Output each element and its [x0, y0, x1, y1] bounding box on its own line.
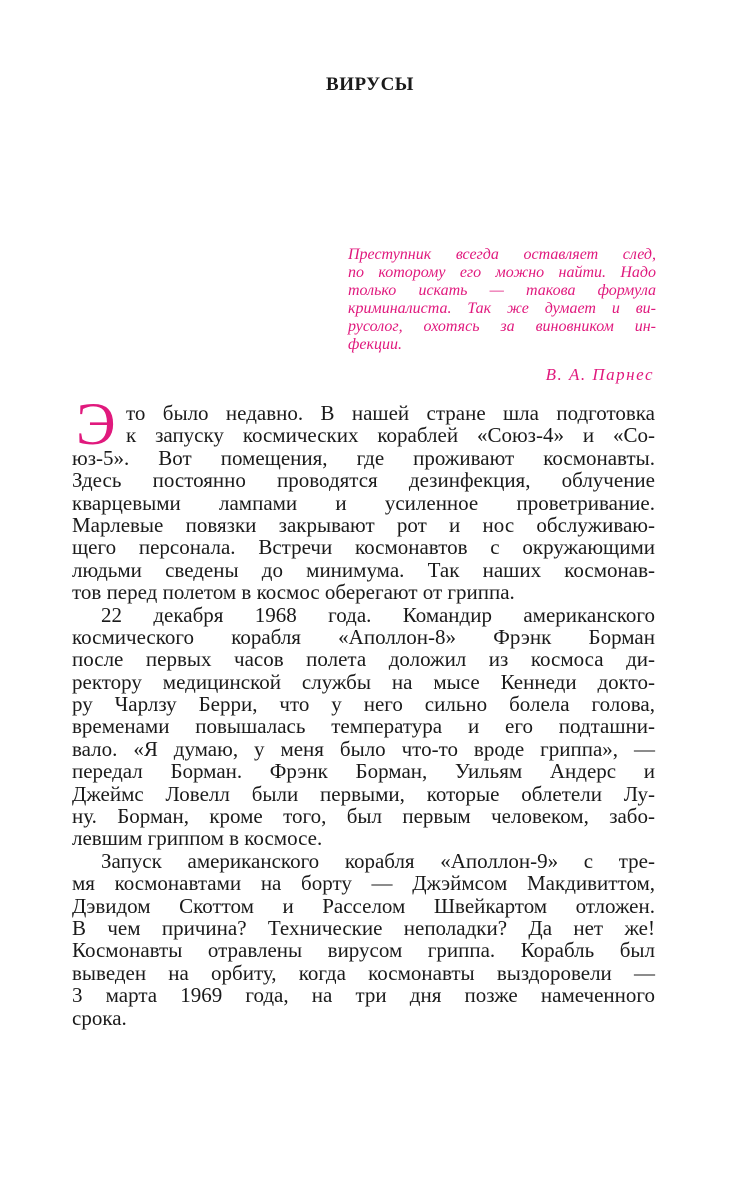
body-line: людьми сведены до минимума. Так наших космонав- [72, 557, 655, 582]
epigraph-line: по которому его можно найти. Надо [348, 264, 656, 281]
body-line: Космонавты отравлены вирусом гриппа. Корабль был [72, 938, 655, 963]
drop-cap: Э [76, 391, 116, 457]
body-line: передал Борман. Фрэнк Борман, Уильям Андерс и [72, 759, 655, 784]
body-line: временами повышалась температура и его подташни- [72, 714, 655, 739]
epigraph-line: русолог, охотясь за виновником ин- [348, 318, 656, 335]
body-line: 22 декабря 1968 года. Командир американского [101, 602, 655, 627]
body-line: кварцевыми лампами и усиленное проветривание. [72, 490, 655, 515]
body-line: юз-5». Вот помещения, где проживают космонавты. [72, 445, 655, 470]
article-body [72, 402, 655, 1029]
body-line: В чем причина? Технические неполадки? Да нет же! [72, 915, 655, 940]
body-line: космического корабля «Аполлон-8» Фрэнк Борман [72, 624, 655, 649]
body-line: Дэвидом Скоттом и Расселом Швейкартом отложен. [72, 893, 655, 918]
body-line: тов перед полетом в космос оберегают от гриппа. [72, 580, 515, 605]
epigraph-line: только искать — такова формула [348, 282, 656, 299]
body-line: левшим гриппом в космосе. [72, 826, 323, 851]
body-line: Здесь постоянно проводятся дезинфекция, облучение [72, 468, 655, 493]
body-line: ректору медицинской службы на мысе Кеннеди докто- [72, 669, 655, 694]
body-line: щего персонала. Встречи космонавтов с окружающими [72, 535, 655, 560]
body-line: мя космонавтами на борту — Джэймсом Макдивиттом, [72, 871, 655, 896]
body-line: вало. «Я думаю, у меня было что-то вроде гриппа», — [72, 736, 655, 761]
body-line: Запуск американского корабля «Аполлон-9» с тре- [101, 848, 655, 873]
epigraph-line: криминалиста. Так же думает и ви- [348, 300, 656, 317]
body-line: Марлевые повязки закрывают рот и нос обслуживаю- [72, 512, 655, 537]
body-line: то было недавно. В нашей стране шла подготовка [126, 401, 655, 425]
epigraph-author: В. А. Парнес [545, 365, 654, 384]
epigraph-line: Преступник всегда оставляет след, [348, 246, 656, 263]
body-line: срока. [72, 1005, 127, 1030]
body-line: Джеймс Ловелл были первыми, которые облетели Лу- [72, 781, 655, 806]
body-line: к запуску космических кораблей «Союз-4» и «Со- [126, 423, 655, 448]
body-line: ру Чарлзу Берри, что у него сильно болела голова, [72, 692, 655, 717]
body-line: после первых часов полета доложил из космоса ди- [72, 647, 655, 672]
epigraph-line: фекции. [348, 336, 402, 353]
body-line: ну. Борман, кроме того, был первым человеком, забо- [72, 804, 655, 829]
body-line: выведен на орбиту, когда космонавты выздоровели — [72, 960, 655, 985]
body-line: 3 марта 1969 года, на три дня позже намеченного [72, 983, 655, 1008]
epigraph [348, 246, 656, 354]
page-title: ВИРУСЫ [326, 74, 414, 95]
